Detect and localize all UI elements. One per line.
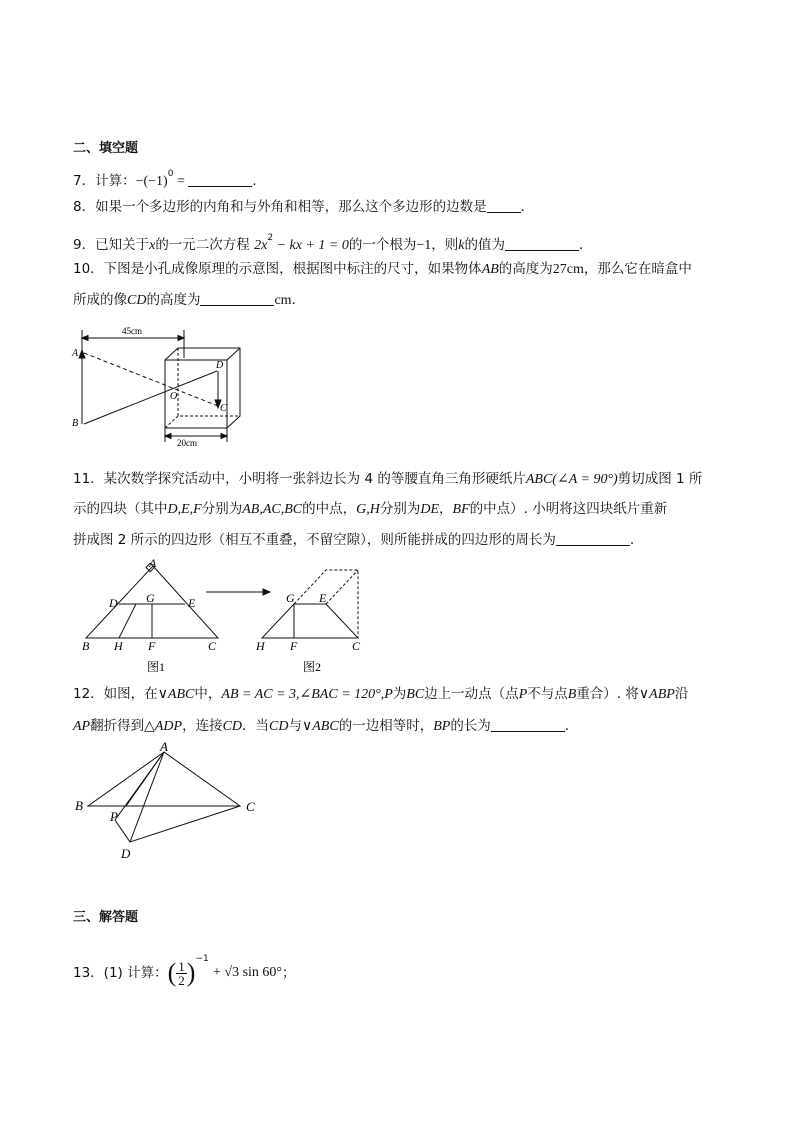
figure-2-trapezoid (262, 604, 358, 638)
svg-text:F: F (148, 639, 156, 653)
question-11-line-1: 11．某次数学探究活动中，小明将一张斜边长为 4 的等腰直角三角形硬纸片ABC(∠A = 90°)剪切成图 1 所 (73, 471, 703, 487)
svg-text:A: A (160, 742, 168, 754)
svg-text:O: O (170, 391, 178, 402)
pinhole-diagram (66, 320, 246, 450)
triangle-abc (88, 752, 240, 806)
svg-text:A: A (72, 348, 79, 359)
section-title-fill-blank: 二、填空题 (73, 141, 139, 156)
arrow-icon (79, 350, 85, 358)
question-9: 9．已知关于x的一元二次方程 $2x^2$ − kx + 1 = 0的一个根为−1，则k的值为 ． (73, 233, 593, 253)
answer-blank[interactable] (188, 172, 252, 187)
svg-text:P: P (110, 809, 118, 824)
arrow-right-icon (263, 589, 270, 595)
question-7: 7．计算：$-(-1)^0$ = . (73, 169, 257, 189)
svg-text:D: D (109, 596, 118, 610)
svg-text:H: H (114, 639, 123, 653)
svg-text:B: B (72, 418, 79, 429)
question-11-line-2: 示的四块（其中D,E,F分别为AB,AC,BC的中点，G,H分别为DE，BF的中点）. 小明将这四块纸片重新 (73, 501, 668, 517)
svg-text:20cm: 20cm (177, 438, 197, 448)
svg-text:G: G (286, 591, 295, 605)
svg-text:图2: 图2 (303, 660, 322, 674)
answer-blank[interactable] (200, 291, 274, 306)
question-12-line-2: AP翻折得到△ADP，连接CD．当CD与∨ABC的一边相等时，BP的长为 ． (73, 718, 579, 734)
svg-text:C: C (220, 403, 227, 414)
svg-text:D: D (121, 846, 131, 861)
answer-blank[interactable] (556, 531, 630, 546)
answer-blank[interactable] (491, 717, 565, 732)
ray-a-c (84, 353, 218, 406)
answer-blank[interactable] (487, 198, 521, 213)
question-8: 8．如果一个多边形的内角和与外角和相等，那么这个多边形的边数是 ． (73, 199, 535, 215)
svg-text:45cm: 45cm (122, 326, 142, 336)
fraction: $\frac{1}{2}$ (178, 958, 185, 988)
question-10-line-1: 10．下图是小孔成像原理的示意图，根据图中标注的尺寸，如果物体AB的高度为27cm，那么它在暗盒中 (73, 261, 692, 277)
svg-text:C: C (352, 639, 361, 653)
question-13: 13．(1) 计算：( $\frac{1}{2}$ )$^{-1}$ + √3 sin 60°； (73, 954, 296, 988)
answer-blank[interactable] (505, 236, 579, 251)
question-11-line-3: 拼成图 2 所示的四边形（相互不重叠，不留空隙），则所能拼成的四边形的周长为 . (73, 532, 635, 548)
svg-text:A: A (149, 558, 157, 570)
svg-text:F: F (290, 639, 298, 653)
svg-text:E: E (319, 591, 327, 605)
question-12-line-1: 12．如图，在∨ABC中，AB = AC = 3,∠BAC = 120°,P为BC边上一动点（点P不与点B重合）. 将∨ABP沿 (73, 686, 689, 702)
svg-text:图1: 图1 (147, 660, 166, 674)
svg-text:C: C (208, 639, 217, 653)
svg-text:D: D (216, 360, 224, 371)
cut-triangle-figures (78, 558, 368, 678)
svg-text:H: H (256, 639, 265, 653)
svg-text:E: E (188, 596, 196, 610)
question-10-line-2: 所成的像CD的高度为 cm． (73, 292, 306, 308)
svg-text:G: G (146, 591, 155, 605)
svg-text:B: B (82, 639, 90, 653)
svg-text:B: B (75, 798, 83, 813)
svg-text:C: C (246, 799, 255, 814)
section-title-solve: 三、解答题 (73, 910, 139, 925)
fold-triangle-figure (70, 742, 270, 864)
